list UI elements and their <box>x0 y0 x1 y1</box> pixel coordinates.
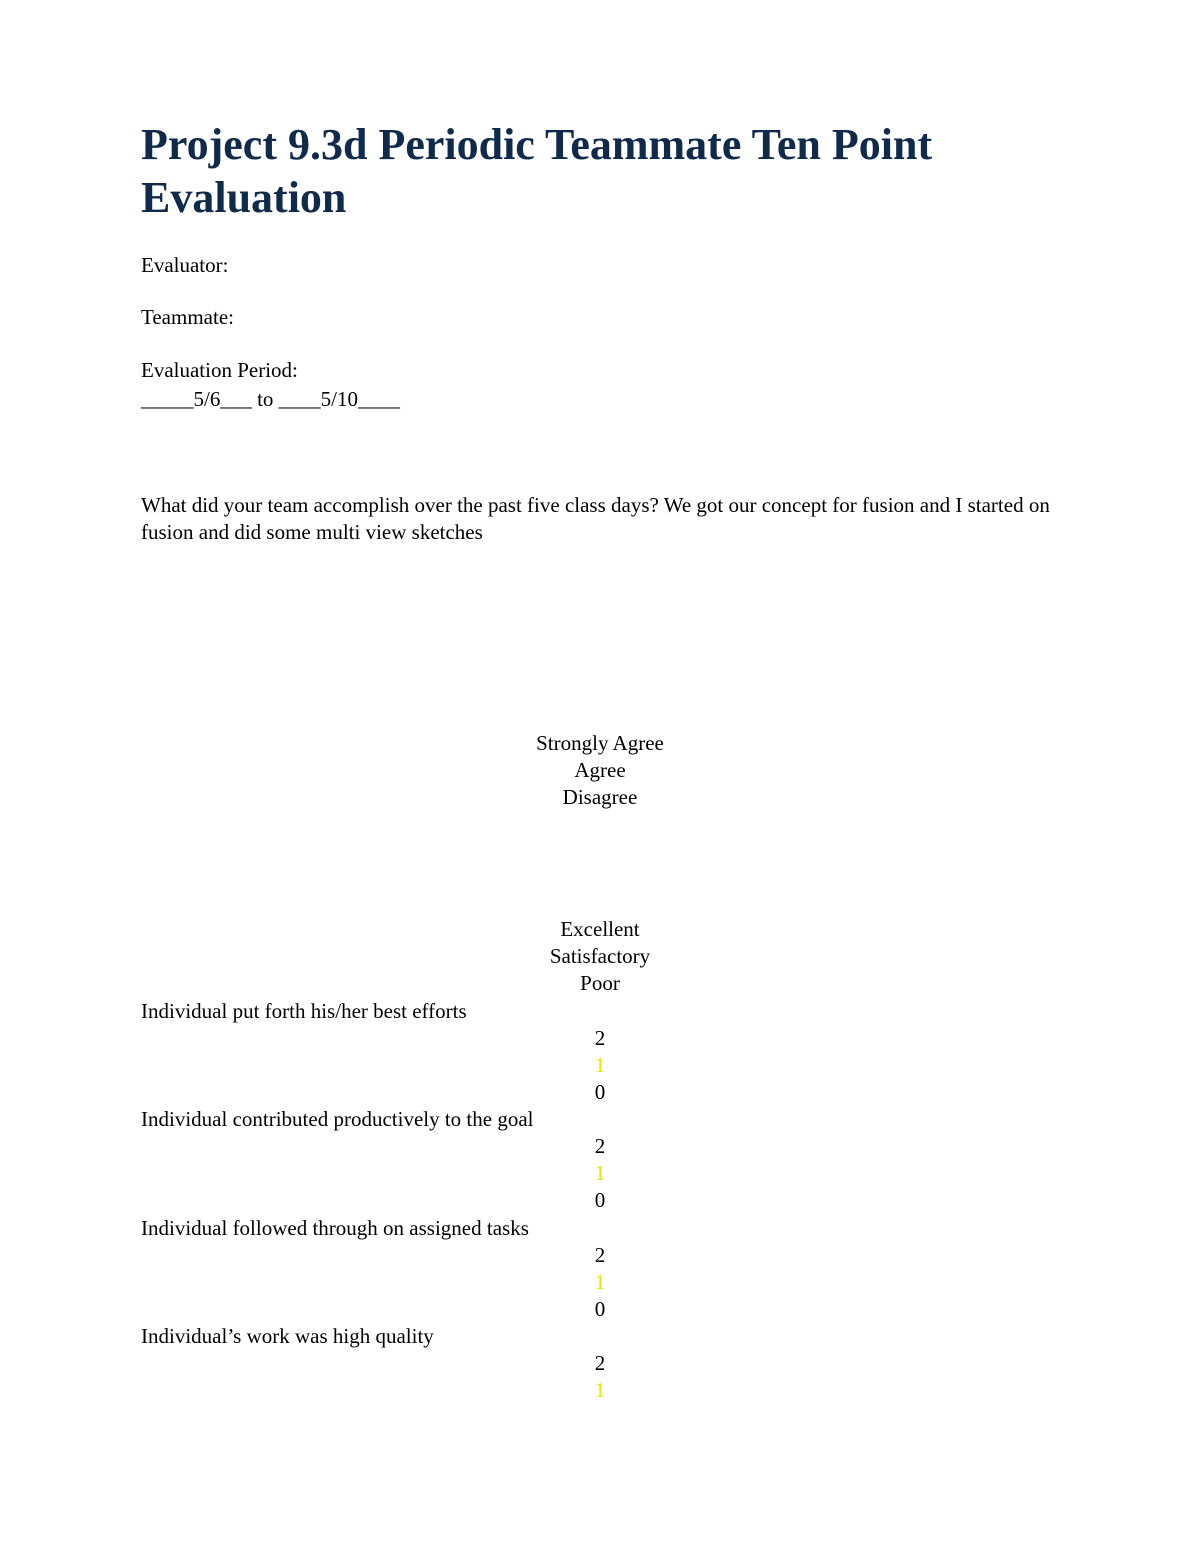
rating-option-poor: Poor <box>580 971 620 995</box>
page-title: Project 9.3d Periodic Teammate Ten Point Evaluation <box>141 120 933 222</box>
agreement-option-agree: Agree <box>574 758 626 782</box>
rating-scale <box>450 916 750 997</box>
agreement-option-disagree: Disagree <box>562 785 638 809</box>
criterion-scores <box>450 1350 750 1404</box>
evaluation-period-dates: _____5/6___ to ____5/10____ <box>141 387 401 411</box>
criterion-scores <box>450 1242 750 1323</box>
accomplishment-question: What did your team accomplish over the past five class days? We got our concept for fusion and I started on fusion and did some multi view sketches <box>141 493 1050 544</box>
score-1-highlighted: 1 <box>594 1053 606 1077</box>
criterion-label: Individual’s work was high quality <box>141 1324 434 1348</box>
criterion-label: Individual followed through on assigned tasks <box>141 1216 529 1240</box>
score-0: 0 <box>594 1188 606 1212</box>
score-0: 0 <box>594 1080 606 1104</box>
score-2: 2 <box>594 1134 606 1158</box>
rating-option-satisfactory: Satisfactory <box>549 944 651 968</box>
score-1-highlighted: 1 <box>594 1161 606 1185</box>
agreement-scale <box>450 730 750 811</box>
criterion-label: Individual put forth his/her best efforts <box>141 999 467 1023</box>
criterion-scores <box>450 1025 750 1106</box>
score-2: 2 <box>594 1026 606 1050</box>
teammate-label: Teammate: <box>141 305 234 329</box>
score-2: 2 <box>594 1243 606 1267</box>
score-1-highlighted: 1 <box>594 1378 606 1402</box>
score-1-highlighted: 1 <box>594 1270 606 1294</box>
score-2: 2 <box>594 1351 606 1375</box>
criterion-label: Individual contributed productively to the goal <box>141 1107 534 1131</box>
evaluation-period-label: Evaluation Period: <box>141 358 298 382</box>
criterion-scores <box>450 1133 750 1214</box>
evaluator-label: Evaluator: <box>141 253 229 277</box>
agreement-option-strongly-agree: Strongly Agree <box>536 731 664 755</box>
rating-option-excellent: Excellent <box>560 917 640 941</box>
score-0: 0 <box>594 1297 606 1321</box>
